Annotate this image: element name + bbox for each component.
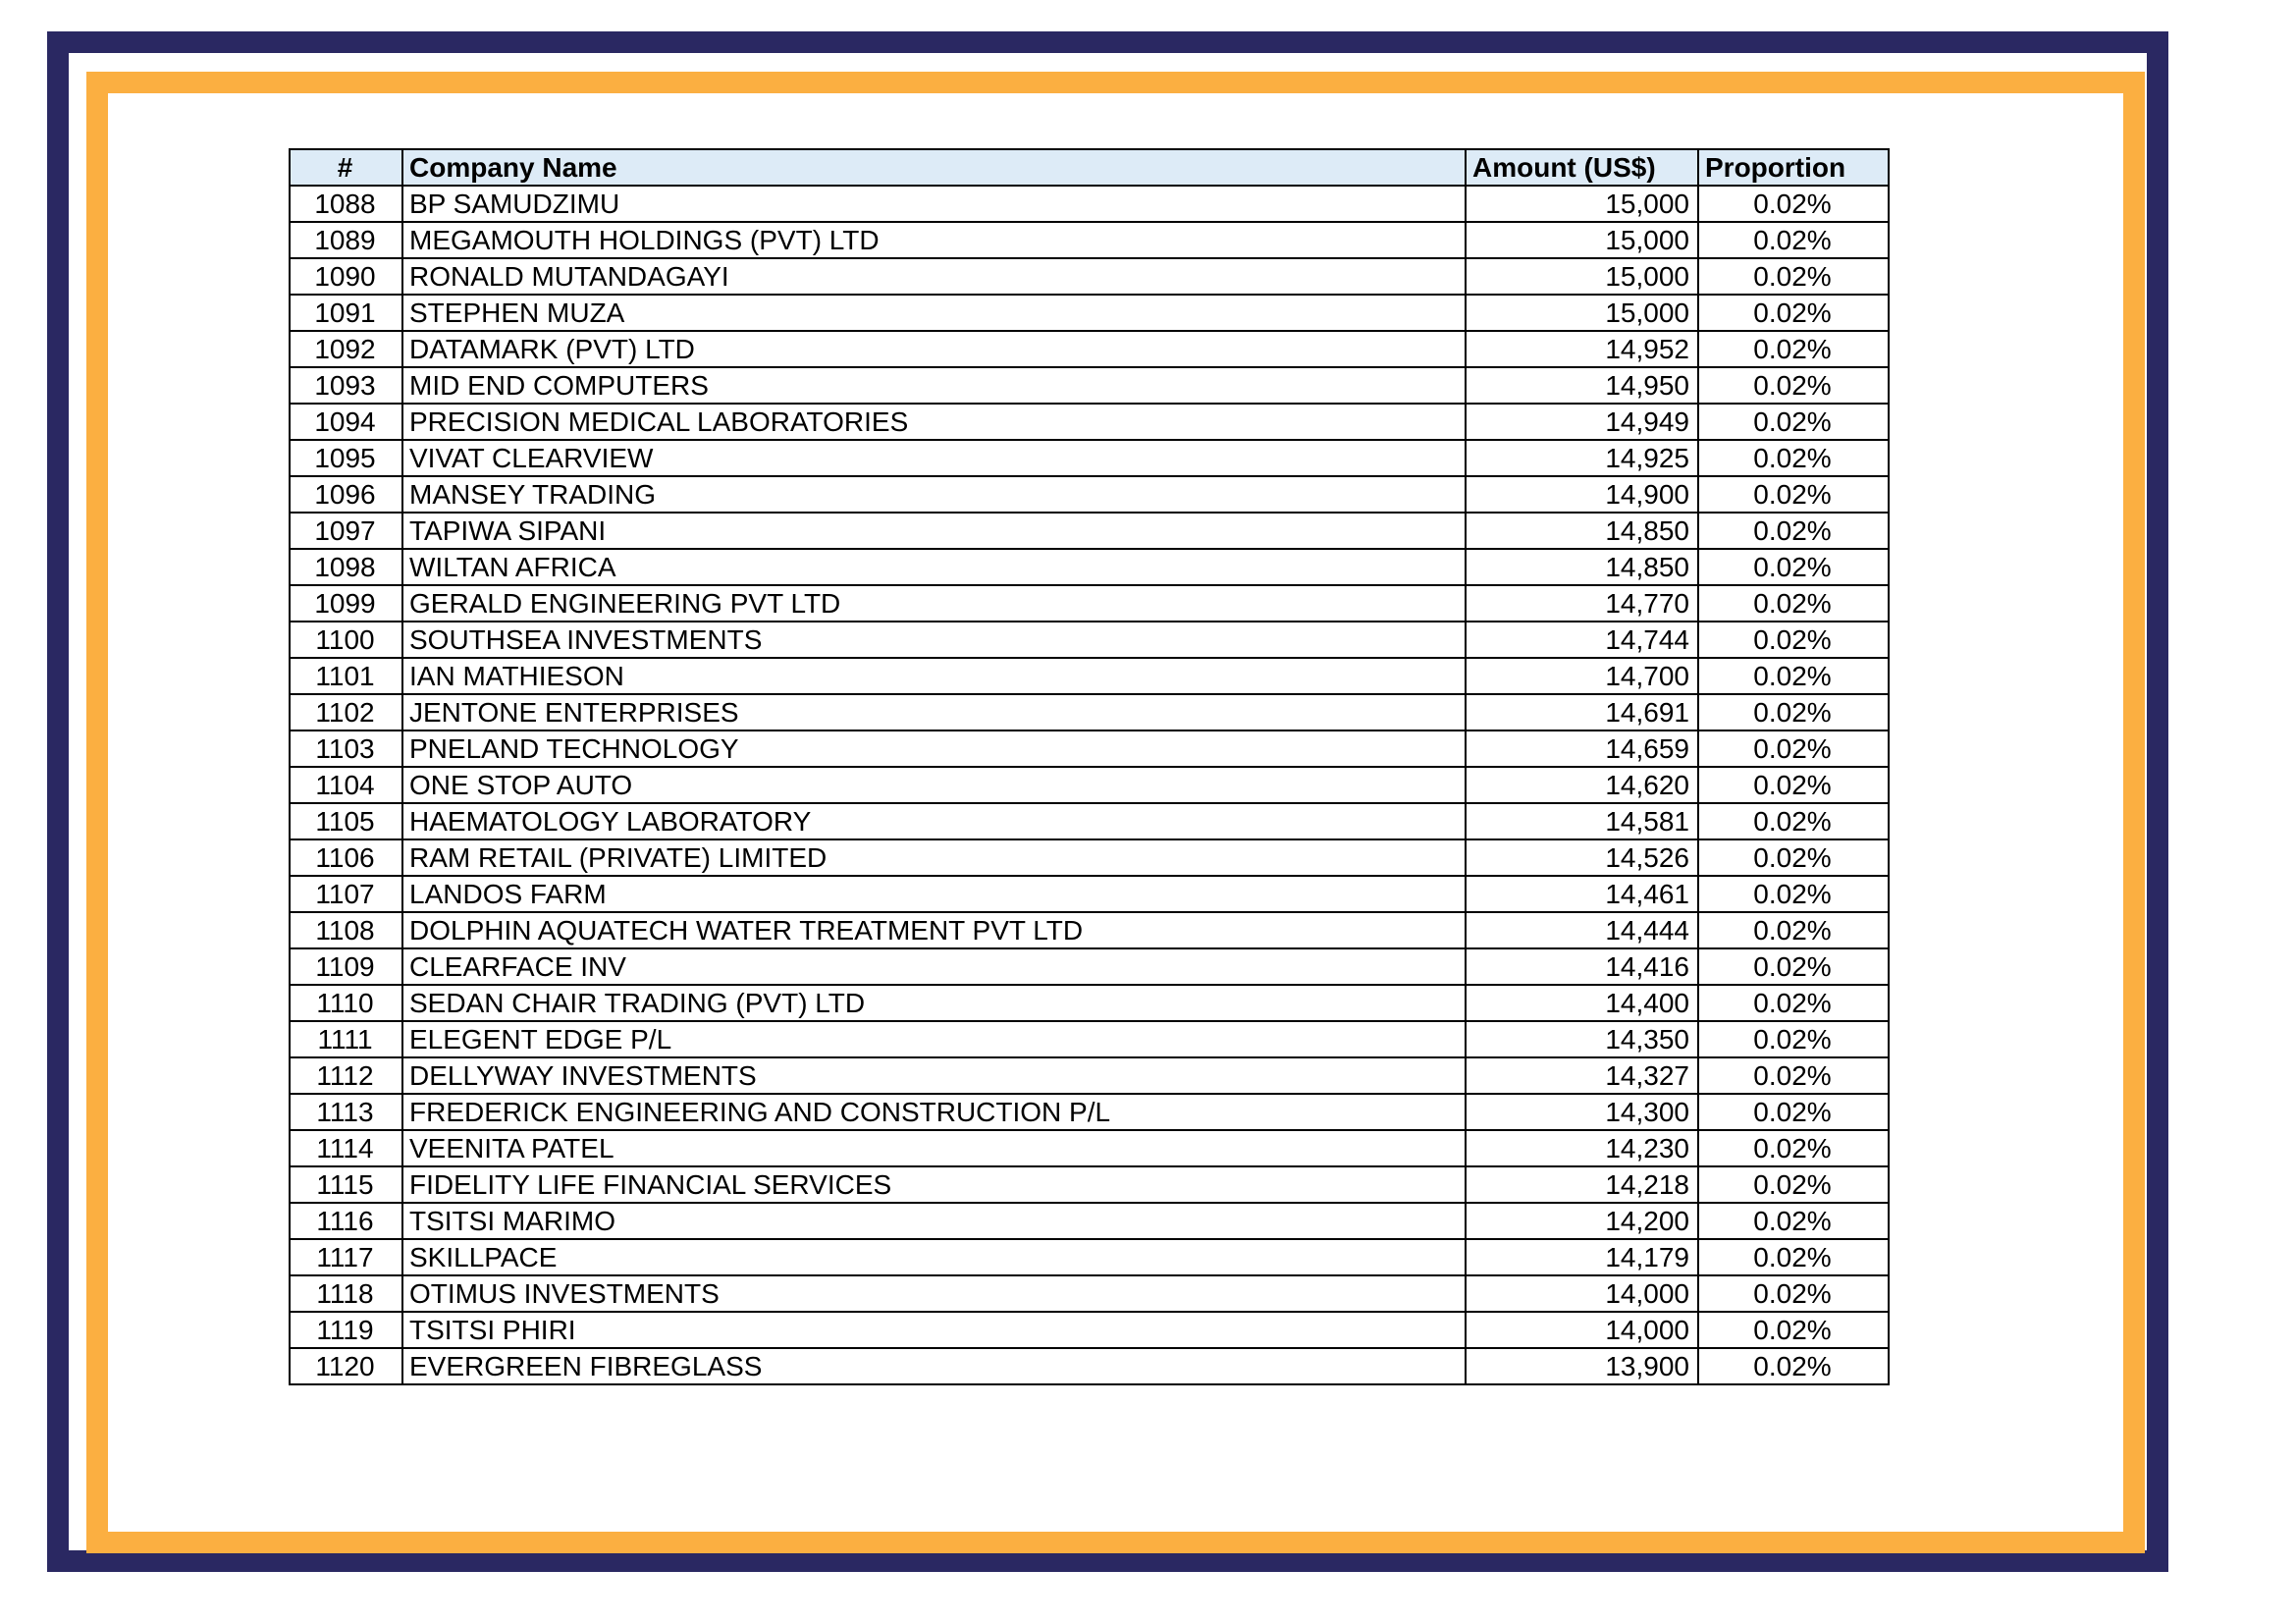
company-name-cell: VIVAT CLEARVIEW [402, 440, 1466, 476]
company-name-cell: FREDERICK ENGINEERING AND CONSTRUCTION P/L [402, 1094, 1466, 1130]
table-row [290, 1312, 1889, 1348]
amount-cell: 14,659 [1466, 730, 1698, 767]
row-number-cell: 1095 [290, 440, 402, 476]
table-row [290, 839, 1889, 876]
row-number-cell: 1120 [290, 1348, 402, 1384]
table-row [290, 694, 1889, 730]
row-number-cell: 1090 [290, 258, 402, 295]
proportion-cell: 0.02% [1698, 258, 1889, 295]
table-row [290, 948, 1889, 985]
row-number-cell: 1096 [290, 476, 402, 513]
amount-cell: 14,230 [1466, 1130, 1698, 1166]
proportion-cell: 0.02% [1698, 1275, 1889, 1312]
amount-cell: 14,200 [1466, 1203, 1698, 1239]
amount-cell: 14,949 [1466, 404, 1698, 440]
table-row [290, 1166, 1889, 1203]
table-row [290, 730, 1889, 767]
amount-cell: 14,925 [1466, 440, 1698, 476]
proportion-cell: 0.02% [1698, 622, 1889, 658]
amount-cell: 14,620 [1466, 767, 1698, 803]
amount-cell: 14,581 [1466, 803, 1698, 839]
company-name-cell: TSITSI PHIRI [402, 1312, 1466, 1348]
amount-cell: 14,691 [1466, 694, 1698, 730]
proportion-cell: 0.02% [1698, 1057, 1889, 1094]
row-number-cell: 1113 [290, 1094, 402, 1130]
proportion-cell: 0.02% [1698, 803, 1889, 839]
table-row [290, 367, 1889, 404]
table-row [290, 912, 1889, 948]
table-row [290, 331, 1889, 367]
amount-cell: 14,900 [1466, 476, 1698, 513]
amount-cell: 14,850 [1466, 513, 1698, 549]
proportion-cell: 0.02% [1698, 694, 1889, 730]
proportion-cell: 0.02% [1698, 549, 1889, 585]
company-name-cell: OTIMUS INVESTMENTS [402, 1275, 1466, 1312]
proportion-cell: 0.02% [1698, 730, 1889, 767]
table-row [290, 513, 1889, 549]
company-name-cell: EVERGREEN FIBREGLASS [402, 1348, 1466, 1384]
company-name-cell: WILTAN AFRICA [402, 549, 1466, 585]
company-name-cell: RONALD MUTANDAGAYI [402, 258, 1466, 295]
amount-cell: 15,000 [1466, 295, 1698, 331]
company-name-cell: LANDOS FARM [402, 876, 1466, 912]
company-name-cell: MID END COMPUTERS [402, 367, 1466, 404]
company-name-cell: SKILLPACE [402, 1239, 1466, 1275]
amount-cell: 14,400 [1466, 985, 1698, 1021]
amount-cell: 13,900 [1466, 1348, 1698, 1384]
table-row [290, 258, 1889, 295]
amount-cell: 14,416 [1466, 948, 1698, 985]
proportion-cell: 0.02% [1698, 1021, 1889, 1057]
row-number-cell: 1118 [290, 1275, 402, 1312]
amount-cell: 14,350 [1466, 1021, 1698, 1057]
amount-cell: 14,952 [1466, 331, 1698, 367]
table-row [290, 985, 1889, 1021]
company-name-cell: ELEGENT EDGE P/L [402, 1021, 1466, 1057]
amount-cell: 14,770 [1466, 585, 1698, 622]
company-name-cell: PNELAND TECHNOLOGY [402, 730, 1466, 767]
amount-cell: 14,950 [1466, 367, 1698, 404]
company-name-cell: DOLPHIN AQUATECH WATER TREATMENT PVT LTD [402, 912, 1466, 948]
proportion-cell: 0.02% [1698, 404, 1889, 440]
proportion-cell: 0.02% [1698, 1166, 1889, 1203]
company-name-cell: STEPHEN MUZA [402, 295, 1466, 331]
row-number-cell: 1100 [290, 622, 402, 658]
row-number-cell: 1099 [290, 585, 402, 622]
row-number-cell: 1119 [290, 1312, 402, 1348]
table-row [290, 803, 1889, 839]
proportion-cell: 0.02% [1698, 295, 1889, 331]
proportion-cell: 0.02% [1698, 1348, 1889, 1384]
table-row [290, 404, 1889, 440]
company-name-cell: ONE STOP AUTO [402, 767, 1466, 803]
proportion-cell: 0.02% [1698, 839, 1889, 876]
company-name-cell: VEENITA PATEL [402, 1130, 1466, 1166]
company-name-cell: TSITSI MARIMO [402, 1203, 1466, 1239]
row-number-cell: 1089 [290, 222, 402, 258]
amount-cell: 14,461 [1466, 876, 1698, 912]
proportion-cell: 0.02% [1698, 186, 1889, 222]
company-name-cell: TAPIWA SIPANI [402, 513, 1466, 549]
company-name-cell: HAEMATOLOGY LABORATORY [402, 803, 1466, 839]
table-row [290, 876, 1889, 912]
table-row [290, 186, 1889, 222]
row-number-cell: 1112 [290, 1057, 402, 1094]
row-number-cell: 1093 [290, 367, 402, 404]
table-row [290, 549, 1889, 585]
header-amount: Amount (US$) [1466, 149, 1698, 186]
proportion-cell: 0.02% [1698, 331, 1889, 367]
table-row [290, 222, 1889, 258]
company-name-cell: SOUTHSEA INVESTMENTS [402, 622, 1466, 658]
proportion-cell: 0.02% [1698, 767, 1889, 803]
table-row [290, 1130, 1889, 1166]
row-number-cell: 1088 [290, 186, 402, 222]
proportion-cell: 0.02% [1698, 985, 1889, 1021]
company-name-cell: BP SAMUDZIMU [402, 186, 1466, 222]
table-row [290, 1203, 1889, 1239]
row-number-cell: 1114 [290, 1130, 402, 1166]
table-row [290, 767, 1889, 803]
company-name-cell: RAM RETAIL (PRIVATE) LIMITED [402, 839, 1466, 876]
table-row [290, 1348, 1889, 1384]
table-header-row [290, 149, 1889, 186]
company-name-cell: PRECISION MEDICAL LABORATORIES [402, 404, 1466, 440]
proportion-cell: 0.02% [1698, 440, 1889, 476]
table-row [290, 622, 1889, 658]
row-number-cell: 1102 [290, 694, 402, 730]
row-number-cell: 1097 [290, 513, 402, 549]
proportion-cell: 0.02% [1698, 1239, 1889, 1275]
company-name-cell: JENTONE ENTERPRISES [402, 694, 1466, 730]
table-row [290, 658, 1889, 694]
amount-cell: 14,000 [1466, 1312, 1698, 1348]
amount-cell: 14,444 [1466, 912, 1698, 948]
row-number-cell: 1098 [290, 549, 402, 585]
header-company-name: Company Name [402, 149, 1466, 186]
table-row [290, 1275, 1889, 1312]
row-number-cell: 1091 [290, 295, 402, 331]
row-number-cell: 1116 [290, 1203, 402, 1239]
row-number-cell: 1101 [290, 658, 402, 694]
amount-cell: 15,000 [1466, 222, 1698, 258]
amount-cell: 14,850 [1466, 549, 1698, 585]
proportion-cell: 0.02% [1698, 948, 1889, 985]
row-number-cell: 1111 [290, 1021, 402, 1057]
company-name-cell: MANSEY TRADING [402, 476, 1466, 513]
table-row [290, 440, 1889, 476]
proportion-cell: 0.02% [1698, 585, 1889, 622]
company-name-cell: GERALD ENGINEERING PVT LTD [402, 585, 1466, 622]
company-name-cell: IAN MATHIESON [402, 658, 1466, 694]
table-row [290, 585, 1889, 622]
company-name-cell: CLEARFACE INV [402, 948, 1466, 985]
row-number-cell: 1109 [290, 948, 402, 985]
row-number-cell: 1094 [290, 404, 402, 440]
table-row [290, 1021, 1889, 1057]
proportion-cell: 0.02% [1698, 1094, 1889, 1130]
amount-cell: 14,327 [1466, 1057, 1698, 1094]
row-number-cell: 1104 [290, 767, 402, 803]
amount-cell: 14,218 [1466, 1166, 1698, 1203]
proportion-cell: 0.02% [1698, 876, 1889, 912]
table-body [290, 186, 1889, 1384]
table-row [290, 1094, 1889, 1130]
proportion-cell: 0.02% [1698, 367, 1889, 404]
row-number-cell: 1107 [290, 876, 402, 912]
row-number-cell: 1110 [290, 985, 402, 1021]
company-name-cell: FIDELITY LIFE FINANCIAL SERVICES [402, 1166, 1466, 1203]
proportion-cell: 0.02% [1698, 1312, 1889, 1348]
company-amount-table [289, 148, 1890, 1385]
amount-cell: 14,700 [1466, 658, 1698, 694]
proportion-cell: 0.02% [1698, 1130, 1889, 1166]
proportion-cell: 0.02% [1698, 1203, 1889, 1239]
amount-cell: 14,179 [1466, 1239, 1698, 1275]
company-name-cell: DATAMARK (PVT) LTD [402, 331, 1466, 367]
row-number-cell: 1103 [290, 730, 402, 767]
table-row [290, 1057, 1889, 1094]
row-number-cell: 1106 [290, 839, 402, 876]
amount-cell: 14,000 [1466, 1275, 1698, 1312]
amount-cell: 14,744 [1466, 622, 1698, 658]
proportion-cell: 0.02% [1698, 222, 1889, 258]
company-name-cell: MEGAMOUTH HOLDINGS (PVT) LTD [402, 222, 1466, 258]
row-number-cell: 1115 [290, 1166, 402, 1203]
proportion-cell: 0.02% [1698, 513, 1889, 549]
company-name-cell: SEDAN CHAIR TRADING (PVT) LTD [402, 985, 1466, 1021]
proportion-cell: 0.02% [1698, 658, 1889, 694]
header-number: # [290, 149, 402, 186]
table-row [290, 1239, 1889, 1275]
amount-cell: 14,526 [1466, 839, 1698, 876]
table-row [290, 476, 1889, 513]
row-number-cell: 1105 [290, 803, 402, 839]
amount-cell: 15,000 [1466, 258, 1698, 295]
table-row [290, 295, 1889, 331]
company-name-cell: DELLYWAY INVESTMENTS [402, 1057, 1466, 1094]
row-number-cell: 1092 [290, 331, 402, 367]
proportion-cell: 0.02% [1698, 476, 1889, 513]
proportion-cell: 0.02% [1698, 912, 1889, 948]
amount-cell: 14,300 [1466, 1094, 1698, 1130]
row-number-cell: 1117 [290, 1239, 402, 1275]
header-proportion: Proportion [1698, 149, 1889, 186]
row-number-cell: 1108 [290, 912, 402, 948]
amount-cell: 15,000 [1466, 186, 1698, 222]
